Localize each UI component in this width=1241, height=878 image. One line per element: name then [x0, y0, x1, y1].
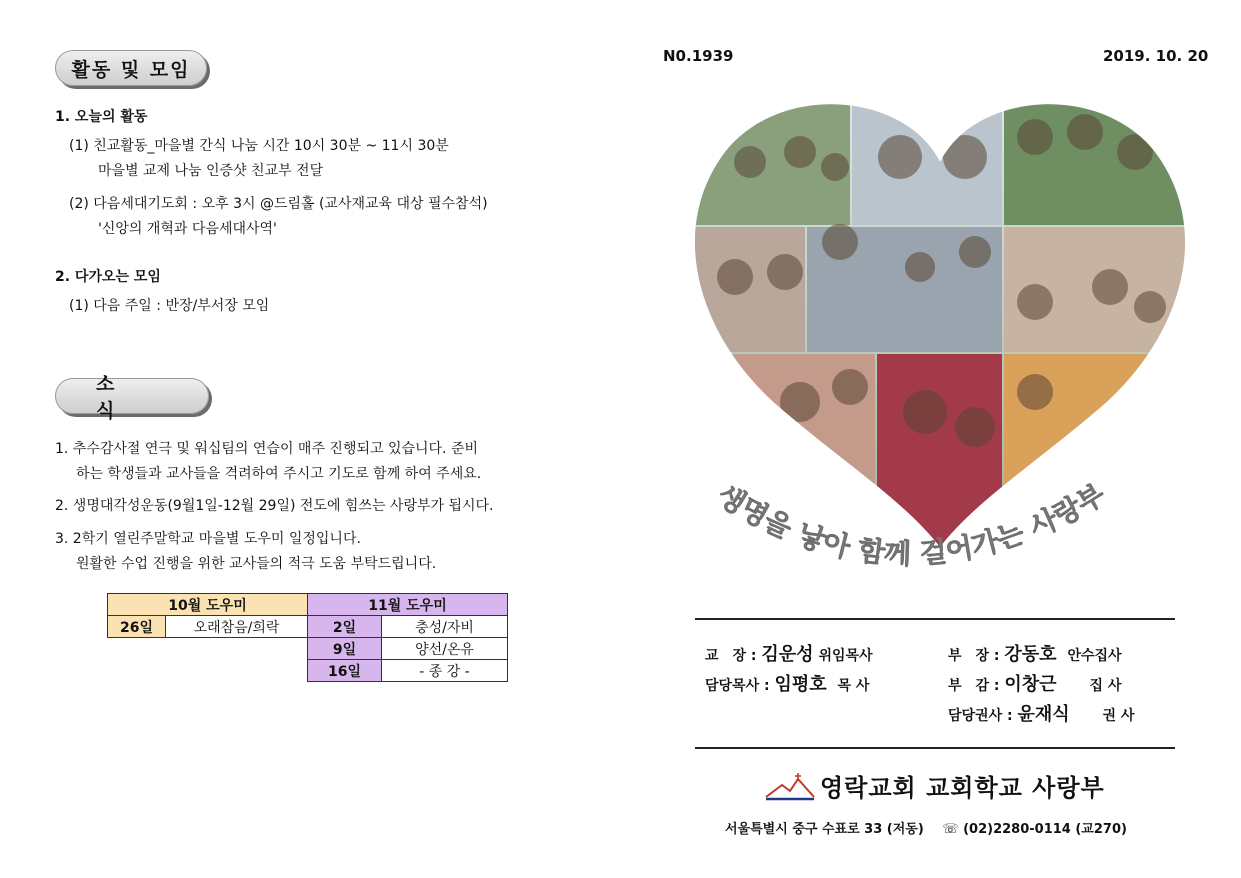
- divider-bottom: [695, 747, 1175, 749]
- pastor-role: 목 사: [837, 678, 870, 694]
- pastor-name: 임평호: [774, 674, 827, 695]
- deacon-title: 담당권사 :: [948, 708, 1013, 724]
- upcoming-title: 2. 다가오는 모임: [55, 269, 161, 285]
- helpers-table: [107, 593, 508, 682]
- table-row: [108, 616, 508, 638]
- activities-header: 활동 및 모임: [55, 50, 207, 86]
- phone-number: (02)2280-0114 (교270): [963, 822, 1127, 837]
- oct-day: 26일: [108, 616, 166, 638]
- issue-number: N0.1939: [663, 47, 734, 65]
- staff-supervisor: [948, 670, 1121, 696]
- today-item-1-cont: 마을별 교제 나눔 인증샷 친교부 전달: [98, 163, 324, 179]
- news-item-3-cont: 원활한 수업 진행을 위한 교사들의 적극 도움 부탁드립니다.: [76, 556, 437, 572]
- staff-pastor: [705, 670, 869, 696]
- today-item-1: (1) 친교활동_마을별 간식 나눔 시간 10시 30분 ~ 11시 30분: [69, 138, 449, 154]
- oct-header: 10월 도우미: [108, 594, 308, 616]
- slogan-text: 생명을 낳아 함께 걸어가는 사랑부: [711, 477, 1111, 571]
- nov-day: 16일: [308, 660, 382, 682]
- table-row: [108, 660, 508, 682]
- upcoming-item-1: (1) 다음 주일 : 반장/부서장 모임: [69, 298, 270, 314]
- supervisor-name: 이창근: [1004, 674, 1057, 695]
- director-role: 안수집사: [1067, 648, 1122, 664]
- address-line: [725, 818, 1127, 837]
- staff-director: [948, 640, 1122, 666]
- organization-name: 영락교회 교회학교 사랑부: [820, 774, 1105, 802]
- address: 서울특별시 중구 수표로 33 (저동): [725, 822, 924, 837]
- news-item-3: 3. 2학기 열린주말학교 마을별 도우미 일정입니다.: [55, 531, 361, 547]
- news-item-2: 2. 생명대각성운동(9월1일-12월 29일) 전도에 힘쓰는 사랑부가 됩시다.: [55, 498, 494, 514]
- organization: [764, 768, 1105, 803]
- phone-icon: ☏: [942, 822, 959, 837]
- director-title: 부 장 :: [948, 648, 1000, 664]
- principal-title: 교 장 :: [705, 648, 757, 664]
- church-logo-icon: [764, 771, 816, 801]
- nov-day: 9일: [308, 638, 382, 660]
- deacon-role: 권 사: [1102, 708, 1135, 724]
- table-row: [108, 638, 508, 660]
- today-item-2-cont: '신앙의 개혁과 다음세대사역': [98, 221, 277, 237]
- svg-text:생명을 낳아 함께 걸어가는 사랑부: [711, 477, 1110, 570]
- director-name: 강동호: [1004, 644, 1057, 665]
- nov-name: - 종 강 -: [382, 660, 508, 682]
- news-item-1-cont: 하는 학생들과 교사들을 격려하여 주시고 기도로 함께 하여 주세요.: [76, 466, 482, 482]
- staff-deacon: [948, 700, 1134, 726]
- today-activities-title: 1. 오늘의 활동: [55, 109, 148, 125]
- today-item-2: (2) 다음세대기도회 : 오후 3시 @드림홀 (교사재교육 대상 필수참석): [69, 196, 488, 212]
- news-item-1: 1. 추수감사절 연극 및 워십팀의 연습이 매주 진행되고 있습니다. 준비: [55, 441, 479, 457]
- divider-top: [695, 618, 1175, 620]
- principal-role: 위임목사: [818, 648, 873, 664]
- principal-name: 김운성: [761, 644, 814, 665]
- issue-date: 2019. 10. 20: [1103, 47, 1209, 65]
- nov-header: 11월 도우미: [308, 594, 508, 616]
- pastor-title: 담당목사 :: [705, 678, 770, 694]
- supervisor-role: 집 사: [1089, 678, 1122, 694]
- nov-name: 충성/자비: [382, 616, 508, 638]
- news-header: 소식: [55, 378, 209, 414]
- deacon-name: 윤재식: [1017, 704, 1070, 725]
- oct-name: 오래참음/희락: [166, 616, 308, 638]
- supervisor-title: 부 감 :: [948, 678, 1000, 694]
- staff-principal: [705, 640, 873, 666]
- nov-day: 2일: [308, 616, 382, 638]
- slogan-arc: [700, 440, 1170, 610]
- nov-name: 양선/온유: [382, 638, 508, 660]
